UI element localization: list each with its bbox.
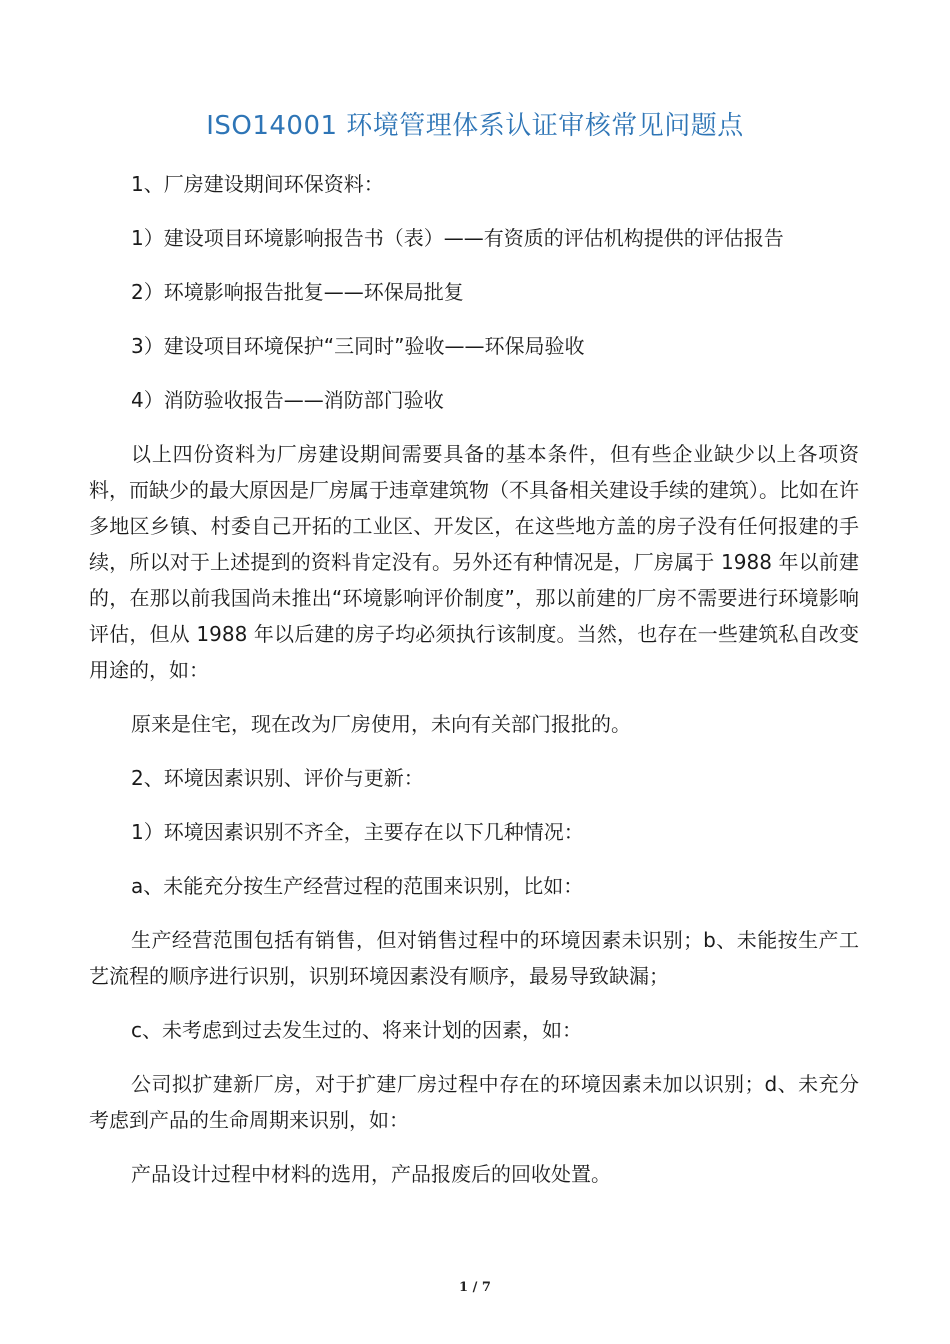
paragraph: 1）建设项目环境影响报告书（表）——有资质的评估机构提供的评估报告 bbox=[131, 226, 784, 250]
paragraph: 原来是住宅，现在改为厂房使用，未向有关部门报批的。 bbox=[131, 712, 631, 736]
paragraph: a、未能充分按生产经营过程的范围来识别，比如： bbox=[131, 874, 584, 898]
paragraph: 公司拟扩建新厂房，对于扩建厂房过程中存在的环境因素未加以识别；d、未充分考虑到产品的生命周期来识别，如： bbox=[89, 1072, 859, 1132]
paragraph: 1）环境因素识别不齐全，主要存在以下几种情况： bbox=[131, 820, 584, 844]
paragraph: 生产经营范围包括有销售，但对销售过程中的环境因素未识别；b、未能按生产工艺流程的顺序进行识别，识别环境因素没有顺序，最易导致缺漏； bbox=[89, 928, 859, 988]
paragraph: 3）建设项目环境保护“三同时”验收——环保局验收 bbox=[131, 334, 585, 358]
paragraph: 以上四份资料为厂房建设期间需要具备的基本条件，但有些企业缺少以上各项资料，而缺少的最大原因是厂房属于违章建筑物（不具备相关建设手续的建筑）。比如在许多地区乡镇、村委自己开拓的工业区、开发区，在这些地方盖的房子没有任何报建的手续，所以对于上述提到的资料肯定没有。另外还有种情况是，厂房属于 1988 年以前建的，在那以前我国尚未推出“环境影响评价制度”，那以前建的厂房不需要进行环境影响评估，但从 1988 年以后建的房子均必须执行该制度。当然，也存在一些建筑私自改变用途的，如： bbox=[89, 442, 859, 682]
paragraph: c、未考虑到过去发生过的、将来计划的因素，如： bbox=[131, 1018, 582, 1042]
document-body bbox=[89, 166, 859, 1192]
paragraph: 产品设计过程中材料的选用，产品报废后的回收处置。 bbox=[131, 1162, 611, 1186]
paragraph: 4）消防验收报告——消防部门验收 bbox=[131, 388, 444, 412]
document-title: ISO14001 环境管理体系认证审核常见问题点 bbox=[206, 111, 744, 141]
paragraph: 2）环境影响报告批复——环保局批复 bbox=[131, 280, 464, 304]
paragraph: 2、环境因素识别、评价与更新： bbox=[131, 766, 424, 790]
page-number: 1 / 7 bbox=[459, 1280, 491, 1295]
paragraph: 1、厂房建设期间环保资料： bbox=[131, 172, 384, 196]
